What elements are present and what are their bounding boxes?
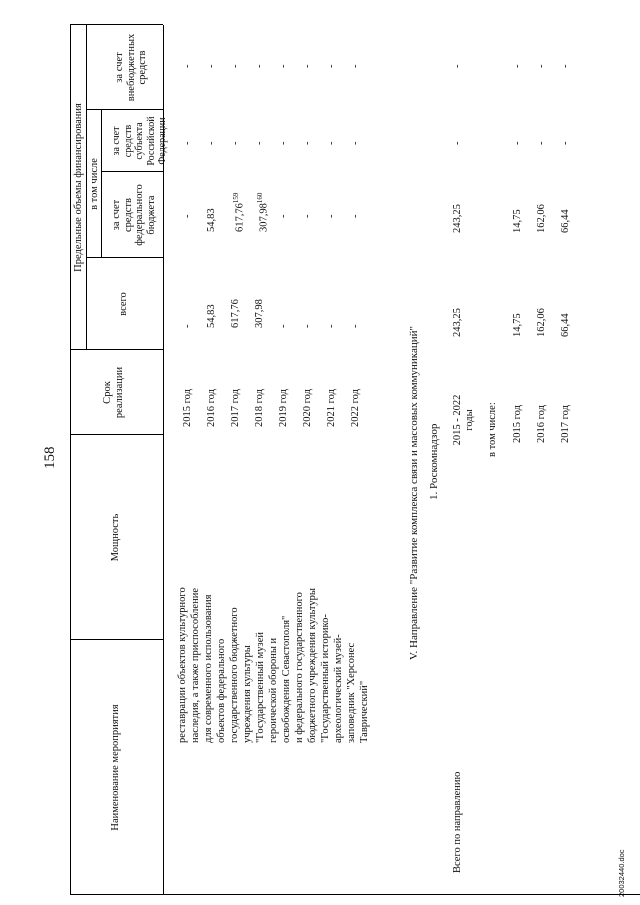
measure-line: "Государственный историко- — [320, 614, 331, 743]
header-name: Наименование мероприятия — [110, 704, 121, 831]
federal-cell: - — [302, 214, 313, 218]
measure-line: "Государственный музей — [255, 632, 266, 743]
page-number: 158 — [42, 446, 58, 469]
extra-cell: - — [350, 64, 361, 68]
federal-cell: 14,75 — [512, 209, 523, 233]
year-cell: 2017 год — [560, 405, 571, 443]
subject-cell: - — [326, 141, 337, 145]
total-cell: 66,44 — [560, 313, 571, 337]
header-hline-including — [101, 110, 102, 258]
subject-cell: - — [182, 141, 193, 145]
footer-filename: 20032440.doc — [617, 849, 626, 897]
footnote-ref: 159 — [232, 192, 240, 204]
header-hline-limit — [86, 25, 87, 350]
year-cell: 2019 год — [278, 389, 289, 427]
total-federal: 243,25 — [452, 204, 463, 233]
year-cell: 2016 год — [206, 389, 217, 427]
federal-cell: - — [182, 214, 193, 218]
federal-cell: - — [326, 214, 337, 218]
extra-cell: - — [560, 64, 571, 68]
extra-cell: - — [278, 64, 289, 68]
header-term — [102, 350, 125, 435]
measure-line: археологический музей- — [333, 634, 344, 743]
including-label: в том числе: — [487, 402, 498, 457]
measure-line: бюджетного учреждения культуры — [307, 588, 318, 743]
total-cell: 54,83 — [206, 304, 217, 328]
total-cell: - — [182, 324, 193, 328]
extra-cell: - — [254, 64, 265, 68]
extra-cell: - — [302, 64, 313, 68]
federal-value: 307,98 — [258, 203, 270, 232]
table-top-border — [70, 25, 71, 895]
header-term-line1: Срок — [102, 381, 113, 404]
extra-cell: - — [230, 64, 241, 68]
header-extra-line: за счет — [114, 52, 125, 83]
header-capacity: Мощность — [110, 513, 121, 562]
year-cell: 2021 год — [326, 389, 337, 427]
measure-line: и федерального государственного — [294, 592, 305, 743]
subject-cell: - — [302, 141, 313, 145]
header-extra-line: внебюджетных — [125, 33, 137, 102]
total-cell: 162,06 — [536, 308, 547, 337]
header-subject-line: за счет — [111, 126, 122, 156]
year-cell: 2018 год — [254, 389, 265, 427]
subsection-title: 1. Роскомнадзор — [428, 423, 440, 500]
subject-cell: - — [512, 141, 523, 145]
subject-cell: - — [206, 141, 217, 145]
extra-cell: - — [182, 64, 193, 68]
footnote-ref: 160 — [256, 192, 264, 204]
measure-line: объектов федерального — [216, 638, 227, 743]
total-sum: 243,25 — [452, 308, 463, 337]
measure-line: реставрации объектов культурного — [177, 587, 188, 743]
year-cell: 2022 год — [350, 389, 361, 427]
extra-cell: - — [326, 64, 337, 68]
measure-line: Таврический" — [359, 680, 370, 743]
header-federal-line: бюджета — [145, 195, 157, 235]
header-extra-line: средств — [137, 50, 148, 85]
total-cell: - — [326, 324, 337, 328]
year-cell: 2015 год — [512, 405, 523, 443]
federal-cell: 54,83 — [206, 208, 217, 232]
year-cell: 2020 год — [302, 389, 313, 427]
subject-cell: - — [350, 141, 361, 145]
measure-line: заповедник "Херсонес — [346, 642, 357, 743]
year-cell: 2015 год — [182, 389, 193, 427]
federal-cell: 66,44 — [560, 209, 571, 233]
total-label: Всего по направлению — [452, 771, 463, 873]
header-subject-line: средств субъекта — [122, 122, 145, 160]
header-term-line2: реализации — [113, 366, 125, 419]
subject-cell: - — [560, 141, 571, 145]
federal-cell: - — [350, 214, 361, 218]
year-cell: 2016 год — [536, 405, 547, 443]
header-subject — [111, 110, 169, 172]
extra-cell: - — [536, 64, 547, 68]
extra-cell: - — [206, 64, 217, 68]
federal-cell — [254, 193, 271, 232]
total-term-line1: 2015 - 2022 — [452, 394, 463, 446]
header-federal-line: средств — [122, 198, 134, 232]
total-cell: 14,75 — [512, 313, 523, 337]
measure-line: героической обороны и — [268, 637, 279, 743]
measure-line: для современного использования — [203, 594, 214, 743]
subject-cell: - — [254, 141, 265, 145]
total-term-line2: годы — [464, 409, 475, 431]
measure-description — [176, 587, 371, 743]
header-limit: Предельные объемы финансирования — [73, 103, 84, 272]
subject-cell: - — [536, 141, 547, 145]
total-subject: - — [452, 141, 463, 145]
header-subject-line: Российской — [145, 116, 157, 166]
subject-cell: - — [278, 141, 289, 145]
federal-cell: 162,06 — [536, 204, 547, 233]
header-subject-line: Федерации — [157, 117, 168, 165]
total-cell: - — [278, 324, 289, 328]
total-cell: 307,98 — [254, 299, 265, 328]
measure-line: освобождения Севастополя" — [281, 615, 292, 743]
header-extra — [114, 25, 149, 110]
total-cell: - — [302, 324, 313, 328]
header-federal-line: федерального — [134, 184, 145, 246]
header-including: в том числе — [89, 158, 100, 210]
total-cell: 617,76 — [230, 299, 241, 328]
table-left-border — [163, 894, 640, 895]
federal-cell: - — [278, 214, 289, 218]
measure-line: наследия, а также приспособление — [190, 588, 201, 743]
federal-value: 617,76 — [234, 203, 246, 232]
header-federal — [111, 172, 157, 258]
measure-line: учреждения культуры — [242, 645, 253, 743]
extra-cell: - — [512, 64, 523, 68]
year-cell: 2017 год — [230, 389, 241, 427]
total-cell: - — [350, 324, 361, 328]
subject-cell: - — [230, 141, 241, 145]
federal-cell — [230, 193, 247, 232]
total-term — [452, 385, 476, 455]
measure-line: государственного бюджетного — [229, 607, 240, 743]
total-extra: - — [452, 64, 463, 68]
section-title: V. Направление "Развитие комплекса связи и массовых коммуникаций" — [408, 325, 420, 660]
header-total: всего — [118, 292, 129, 316]
header-federal-line: за счет — [111, 199, 122, 231]
